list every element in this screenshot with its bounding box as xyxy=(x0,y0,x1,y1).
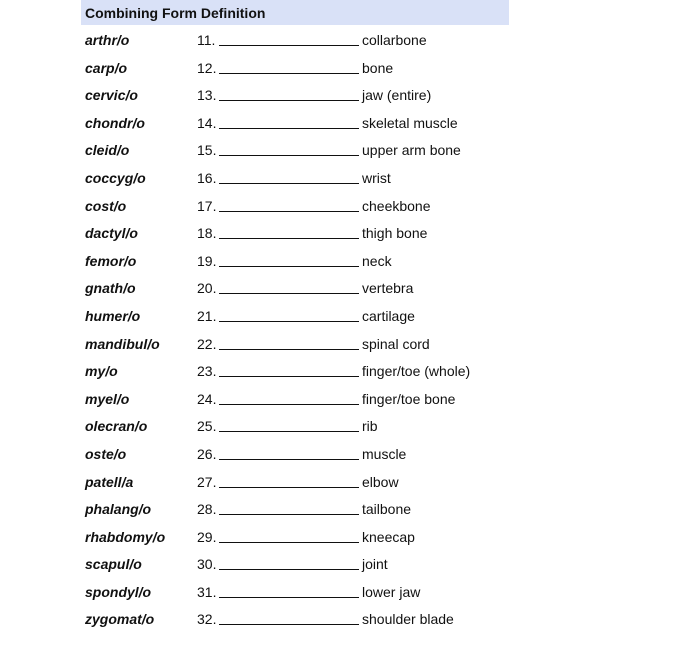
answer-blank[interactable] xyxy=(219,238,359,239)
answer-blank[interactable] xyxy=(219,349,359,350)
table-row xyxy=(0,219,700,247)
definition: jaw (entire) xyxy=(362,87,432,104)
table-row xyxy=(0,26,700,54)
combining-form: myel/o xyxy=(85,390,130,407)
question-number: 17. xyxy=(197,197,217,214)
combining-form: carp/o xyxy=(85,59,128,76)
question-number: 28. xyxy=(197,501,217,518)
definition: finger/toe (whole) xyxy=(362,363,471,380)
definition: neck xyxy=(362,252,392,269)
answer-blank[interactable] xyxy=(219,183,359,184)
combining-form: my/o xyxy=(85,363,118,380)
combining-form: cost/o xyxy=(85,197,127,214)
question-number: 24. xyxy=(197,390,217,407)
table-row xyxy=(0,495,700,523)
combining-form: patell/a xyxy=(85,473,134,490)
table-row xyxy=(0,109,700,137)
definition: bone xyxy=(362,59,394,76)
definition: wrist xyxy=(362,169,391,186)
question-number: 32. xyxy=(197,611,217,628)
combining-form: spondyl/o xyxy=(85,583,152,600)
combining-form: arthr/o xyxy=(85,32,130,48)
matching-list xyxy=(0,26,700,633)
combining-form: cleid/o xyxy=(85,142,130,159)
table-row xyxy=(0,605,700,633)
answer-blank[interactable] xyxy=(219,597,359,598)
answer-blank[interactable] xyxy=(219,431,359,432)
question-number: 26. xyxy=(197,445,217,462)
answer-blank[interactable] xyxy=(219,73,359,74)
combining-form: mandibul/o xyxy=(85,335,160,352)
combining-form: zygomat/o xyxy=(85,611,155,628)
table-header xyxy=(81,0,509,25)
answer-blank[interactable] xyxy=(219,45,359,46)
definition: elbow xyxy=(362,473,399,490)
answer-blank[interactable] xyxy=(219,266,359,267)
table-row xyxy=(0,412,700,440)
definition: muscle xyxy=(362,445,407,462)
question-number: 18. xyxy=(197,225,217,242)
definition: skeletal muscle xyxy=(362,114,458,131)
question-number: 21. xyxy=(197,307,217,324)
combining-form: dactyl/o xyxy=(85,225,138,242)
answer-blank[interactable] xyxy=(219,459,359,460)
definition: spinal cord xyxy=(362,335,430,352)
table-row xyxy=(0,550,700,578)
question-number: 22. xyxy=(197,335,217,352)
answer-blank[interactable] xyxy=(219,128,359,129)
question-number: 23. xyxy=(197,363,217,380)
table-row xyxy=(0,578,700,606)
table-row xyxy=(0,54,700,82)
table-row xyxy=(0,523,700,551)
answer-blank[interactable] xyxy=(219,487,359,488)
table-row xyxy=(0,302,700,330)
table-row xyxy=(0,440,700,468)
combining-form: olecran/o xyxy=(85,418,148,435)
table-row xyxy=(0,357,700,385)
question-number: 12. xyxy=(197,59,217,76)
combining-form: gnath/o xyxy=(85,280,136,297)
answer-blank[interactable] xyxy=(219,321,359,322)
answer-blank[interactable] xyxy=(219,100,359,101)
definition: cheekbone xyxy=(362,197,431,214)
question-number: 14. xyxy=(197,114,217,131)
answer-blank[interactable] xyxy=(219,624,359,625)
question-number: 27. xyxy=(197,473,217,490)
definition: thigh bone xyxy=(362,225,428,242)
header-title: Combining Form Definition xyxy=(85,5,266,21)
answer-blank[interactable] xyxy=(219,514,359,515)
definition: tailbone xyxy=(362,501,412,518)
answer-blank[interactable] xyxy=(219,376,359,377)
definition: collarbone xyxy=(362,32,427,48)
table-row xyxy=(0,468,700,496)
table-row xyxy=(0,247,700,275)
combining-form: scapul/o xyxy=(85,556,142,573)
question-number: 20. xyxy=(197,280,217,297)
question-number: 15. xyxy=(197,142,217,159)
answer-blank[interactable] xyxy=(219,404,359,405)
question-number: 30. xyxy=(197,556,217,573)
table-row xyxy=(0,136,700,164)
combining-form: chondr/o xyxy=(85,114,145,131)
combining-form: cervic/o xyxy=(85,87,138,104)
answer-blank[interactable] xyxy=(219,542,359,543)
definition: finger/toe bone xyxy=(362,390,456,407)
table-row xyxy=(0,330,700,358)
table-row xyxy=(0,385,700,413)
combining-form: humer/o xyxy=(85,307,141,324)
answer-blank[interactable] xyxy=(219,211,359,212)
definition: lower jaw xyxy=(362,583,421,600)
combining-form: coccyg/o xyxy=(85,169,146,186)
definition: cartilage xyxy=(362,307,415,324)
definition: joint xyxy=(362,556,388,573)
question-number: 13. xyxy=(197,87,217,104)
table-row xyxy=(0,192,700,220)
combining-form: femor/o xyxy=(85,252,137,269)
combining-form: rhabdomy/o xyxy=(85,528,166,545)
question-number: 29. xyxy=(197,528,217,545)
definition: vertebra xyxy=(362,280,414,297)
question-number: 19. xyxy=(197,252,217,269)
definition: rib xyxy=(362,418,378,435)
answer-blank[interactable] xyxy=(219,155,359,156)
table-row xyxy=(0,81,700,109)
definition: upper arm bone xyxy=(362,142,461,159)
table-row xyxy=(0,274,700,302)
answer-blank[interactable] xyxy=(219,293,359,294)
question-number: 11. xyxy=(197,32,216,48)
combining-form: oste/o xyxy=(85,445,127,462)
answer-blank[interactable] xyxy=(219,569,359,570)
definition: kneecap xyxy=(362,528,415,545)
table-row xyxy=(0,164,700,192)
definition: shoulder blade xyxy=(362,611,454,628)
combining-form: phalang/o xyxy=(85,501,152,518)
question-number: 16. xyxy=(197,169,217,186)
question-number: 25. xyxy=(197,418,217,435)
question-number: 31. xyxy=(197,583,217,600)
